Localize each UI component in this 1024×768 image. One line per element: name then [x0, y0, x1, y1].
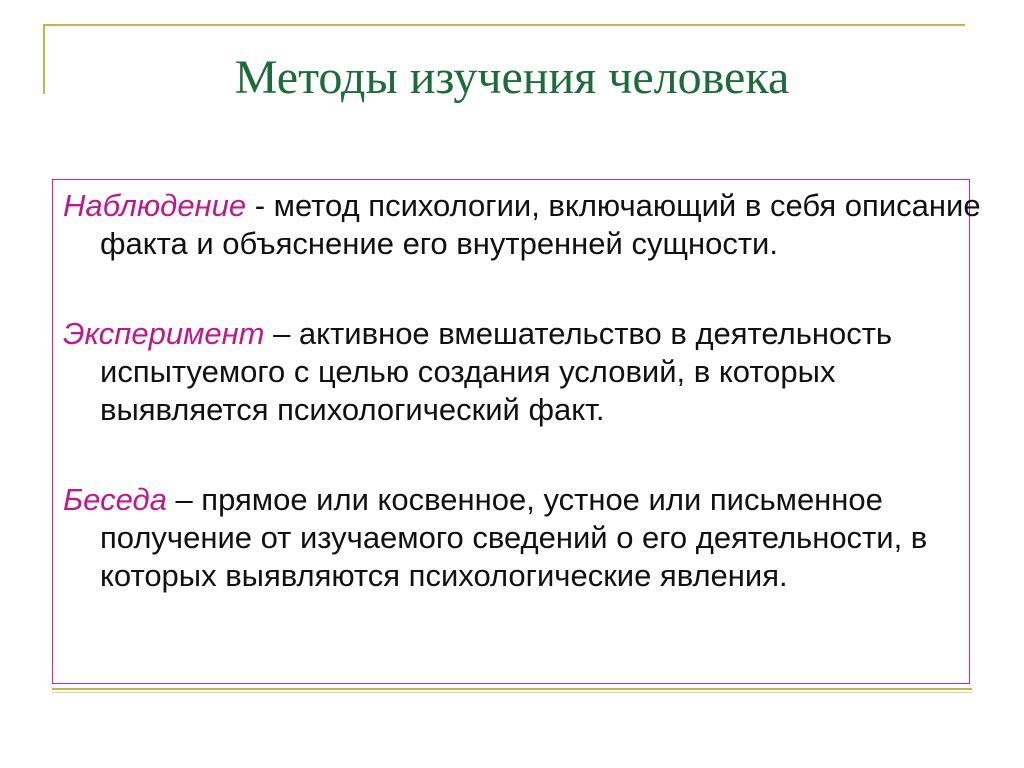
- list-item-experiment: [63, 315, 1000, 429]
- frame-bottom-line-inner: [52, 692, 972, 693]
- definition-observation: - метод психологии, включающий в себя описание факта и объяснение его внутренней сущности.: [100, 188, 981, 261]
- slide-title: Методы изучения человека: [234, 51, 790, 104]
- list-item-observation: [63, 187, 1000, 263]
- term-experiment: Эксперимент: [63, 316, 265, 351]
- definition-experiment: – активное вмешательство в деятельность испытуемого с целью создания условий, в которых выявляется психологический факт.: [100, 316, 893, 427]
- term-conversation: Беседа: [63, 482, 167, 517]
- definition-conversation: – прямое или косвенное, устное или письменное получение от изучаемого сведений о его деятельности, в которых выявляются психологические явления.: [100, 482, 928, 593]
- term-observation: Наблюдение: [63, 188, 247, 223]
- frame-top-line: [43, 24, 965, 26]
- frame-bottom-line: [52, 688, 972, 690]
- list-item-conversation: [63, 481, 1000, 595]
